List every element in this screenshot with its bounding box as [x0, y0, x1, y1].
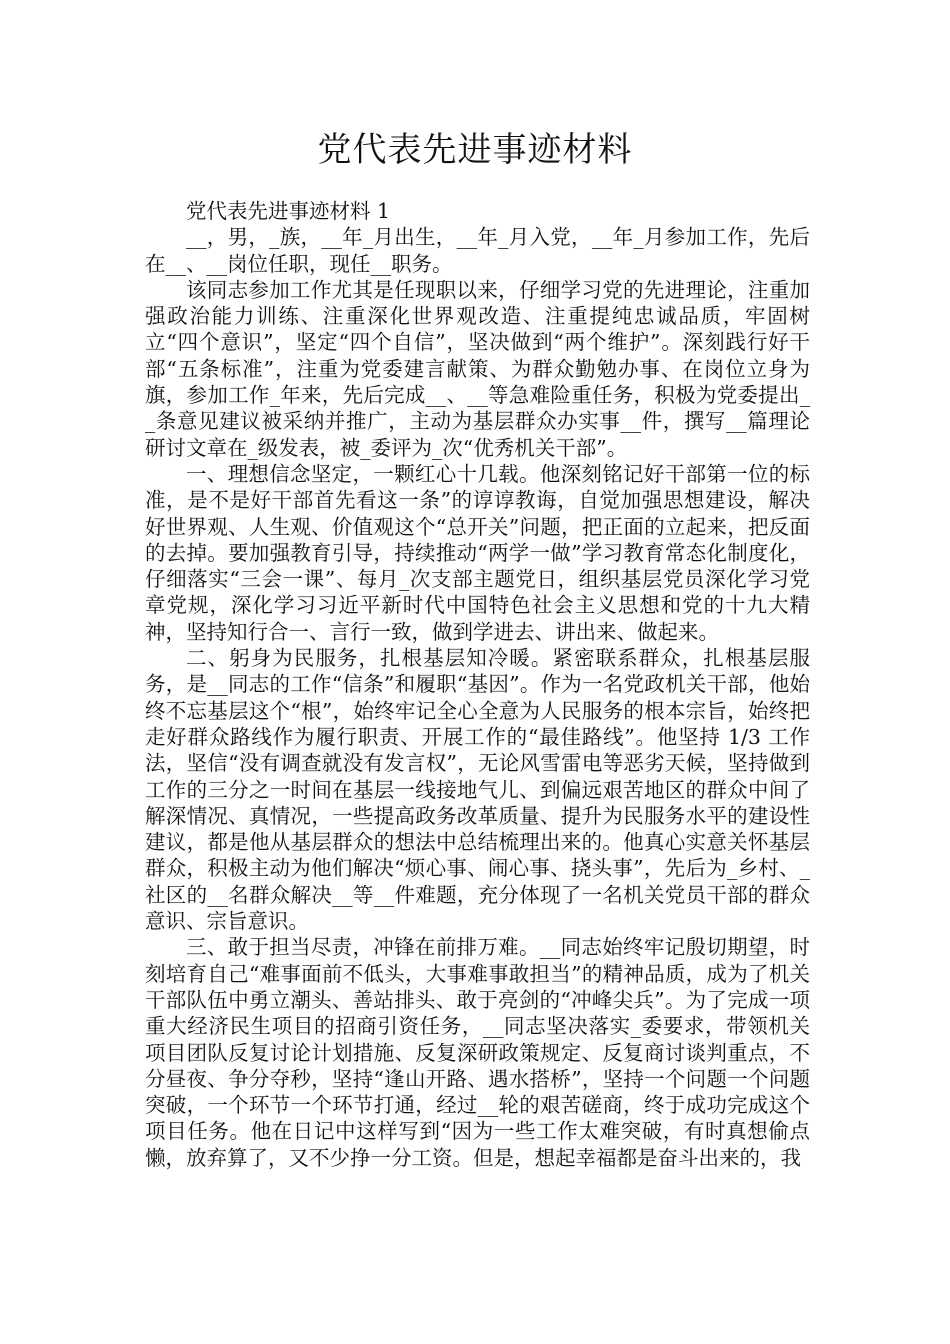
document-title: 党代表先进事迹材料	[317, 130, 633, 170]
paragraph: 三、敢于担当尽责，冲锋在前排万难。__同志始终牢记殷切期望，时刻培育自己“难事面前不低头，大事难事敢担当”的精神品质，成为了机关干部队伍中勇立潮头、善站排头、敢于亮剑的“冲峰尖兵”。为了完成一项重大经济民生项目的招商引资任务，__同志坚决落实_委要求，带领机关项目团队反复讨论计划措施、反复深研政策规定、反复商讨谈判重点，不分昼夜、争分夺秒，坚持“逢山开路、遇水搭桥”，坚持一个问题一个问题突破，一个环节一个环节打通，经过__轮的艰苦磋商，终于成功完成这个项目任务。他在日记中这样写到“因为一些工作太难突破，有时真想偷点懒，放弃算了，又不少挣一分工资。但是，想起幸福都是奋斗出来的，我	[145, 935, 810, 1170]
paragraph: 一、理想信念坚定，一颗红心十几载。他深刻铭记好干部第一位的标准，是不是好干部首先看这一条”的谆谆教诲，自觉加强思想建设，解决好世界观、人生观、价值观这个“总开关”问题，把正面的立起来，把反面的去掉。要加强教育引导，持续推动“两学一做”学习教育常态化制度化，仔细落实“三会一课”、每月_次支部主题党日，组织基层党员深化学习党章党规，深化学习习近平新时代中国特色社会主义思想和党的十九大精神，坚持知行合一、言行一致，做到学进去、讲出来、做起来。	[145, 461, 810, 644]
document-body	[145, 198, 810, 1171]
paragraph: 该同志参加工作尤其是任现职以来，仔细学习党的先进理论，注重加强政治能力训练、注重深化世界观改造、注重提纯忠诚品质，牢固树立“四个意识”，坚定“四个自信”，坚决做到“两个维护”。深刻践行好干部“五条标准”，注重为党委建言献策、为群众勤勉办事、在岗位立身为旗，参加工作_年来，先后完成__、__等急难险重任务，积极为党委提出__条意见建议被采纳并推广，主动为基层群众办实事__件，撰写__篇理论研讨文章在_级发表，被_委评为_次“优秀机关干部”。	[145, 277, 810, 460]
section-heading: 党代表先进事迹材料 1	[186, 199, 391, 223]
paragraph: __，男，_族，__年_月出生，__年_月入党，__年_月参加工作，先后在__、__岗位任职，现任__职务。	[145, 225, 810, 276]
paragraph: 二、躬身为民服务，扎根基层知冷暖。紧密联系群众，扎根基层服务，是__同志的工作“信条”和履职“基因”。作为一名党政机关干部，他始终不忘基层这个“根”，始终牢记全心全意为人民服务的根本宗旨，始终把走好群众路线作为履行职责、开展工作的“最佳路线”。他坚持 1/3 工作法，坚信“没有调查就没有发言权”，无论风雪雷电等恶劣天候，坚持做到工作的三分之一时间在基层一线接地气儿、到偏远艰苦地区的群众中间了解深情况、真情况，一些提高政务改革质量、提升为民服务水平的建设性建议，都是他从基层群众的想法中总结梳理出来的。他真心实意关怀基层群众，积极主动为他们解决“烦心事、闹心事、挠头事”，先后为_乡村、_社区的__名群众解决__等__件难题，充分体现了一名机关党员干部的群众意识、宗旨意识。	[145, 646, 810, 934]
